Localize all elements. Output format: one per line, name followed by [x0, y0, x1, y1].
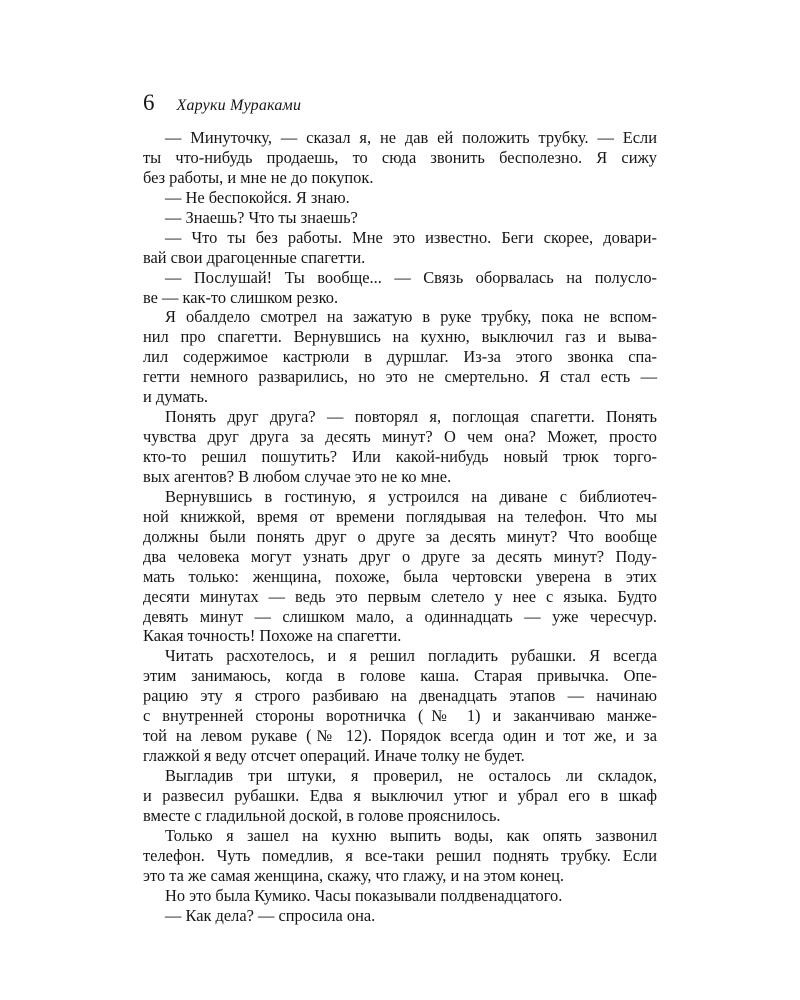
text-line: мать только: женщина, похоже, была чертовски уверена в этих: [143, 566, 657, 586]
text-line: с внутренней стороны воротничка (№ 1) и заканчиваю манже-: [143, 706, 657, 726]
text-line: — Как дела? — спросила она.: [165, 905, 376, 925]
body-text: [143, 128, 657, 926]
text-line: и думать.: [143, 387, 209, 407]
text-line: Только я зашел на кухню выпить воды, как опять зазвонил: [165, 825, 657, 845]
text-line: глажкой я веду отсчет операций. Иначе толку не будет.: [143, 746, 525, 766]
text-line: девять минут — слишком мало, а одиннадцать — уже чересчур.: [143, 606, 657, 626]
text-line: без работы, и мне не до покупок.: [143, 167, 374, 187]
running-head: [143, 88, 301, 118]
text-line: рацию эту я строго разбиваю на двенадцать этапов — начинаю: [143, 686, 657, 706]
text-line: Понять друг друга? — повторял я, поглощая спагетти. Понять: [165, 407, 657, 427]
text-line: Но это была Кумико. Часы показывали полдвенадцатого.: [165, 885, 563, 905]
text-line: и развесил рубашки. Едва я выключил утюг и убрал его в шкаф: [143, 785, 657, 805]
text-line: должны были понять друг о друге за десять минут? Что вообще: [143, 526, 657, 546]
author-name: Харуки Мураками: [176, 97, 302, 114]
text-line: Я обалдело смотрел на зажатую в руке трубку, пока не вспом-: [165, 307, 657, 327]
text-line: два человека могут узнать друг о друге за десять минут? Поду-: [143, 546, 657, 566]
text-line: кто-то решил пошутить? Или какой-нибудь новый трюк торго-: [143, 447, 657, 466]
text-line: той на левом рукаве (№ 12). Порядок всегда один и тот же, и за: [143, 726, 657, 746]
text-line: вместе с гладильной доской, в голове прояснилось.: [143, 805, 501, 825]
text-line: это та же самая женщина, скажу, что глажу, и на этом конец.: [143, 865, 565, 885]
text-line: Вернувшись в гостиную, я устроился на диване с библиотеч-: [165, 486, 657, 506]
text-line: вай свои драгоценные спагетти.: [143, 247, 366, 267]
text-line: десяти минутах — ведь это первым слетело у нее с языка. Будто: [143, 586, 657, 606]
text-line: — Не беспокойся. Я знаю.: [165, 187, 350, 207]
text-line: — Что ты без работы. Мне это известно. Беги скорее, довари-: [165, 227, 657, 247]
text-line: ной книжкой, время от времени поглядывая на телефон. Что мы: [143, 506, 657, 526]
text-line: гетти немного разварились, но это не смертельно. Я стал есть —: [143, 367, 657, 387]
text-line: ты что-нибудь продаешь, то сюда звонить бесполезно. Я сижу: [143, 147, 657, 167]
text-line: — Послушай! Ты вообще... — Связь оборвалась на полусло-: [165, 267, 657, 287]
text-line: вых агентов? В любом случае это не ко мне.: [143, 466, 452, 486]
page-number: 6: [143, 90, 155, 115]
text-line: телефон. Чуть помедлив, я все-таки решил поднять трубку. Если: [143, 845, 657, 865]
text-line: нил про спагетти. Вернувшись на кухню, выключил газ и выва-: [143, 327, 657, 347]
text-line: Какая точность! Похоже на спагетти.: [143, 626, 402, 646]
text-line: этим занимаюсь, когда в голове каша. Старая привычка. Опе-: [143, 666, 657, 686]
text-line: лил содержимое кастрюли в дуршлаг. Из-за этого звонка спа-: [143, 347, 657, 367]
text-line: ве — как-то слишком резко.: [143, 287, 339, 307]
text-line: чувства друг друга за десять минут? О чем она? Может, просто: [143, 427, 657, 447]
text-line: — Минуточку, — сказал я, не дав ей положить трубку. — Если: [165, 128, 657, 147]
text-line: Выгладив три штуки, я проверил, не осталось ли складок,: [165, 766, 657, 785]
text-line: — Знаешь? Что ты знаешь?: [165, 207, 358, 227]
text-line: Читать расхотелось, и я решил погладить рубашки. Я всегда: [165, 646, 657, 666]
